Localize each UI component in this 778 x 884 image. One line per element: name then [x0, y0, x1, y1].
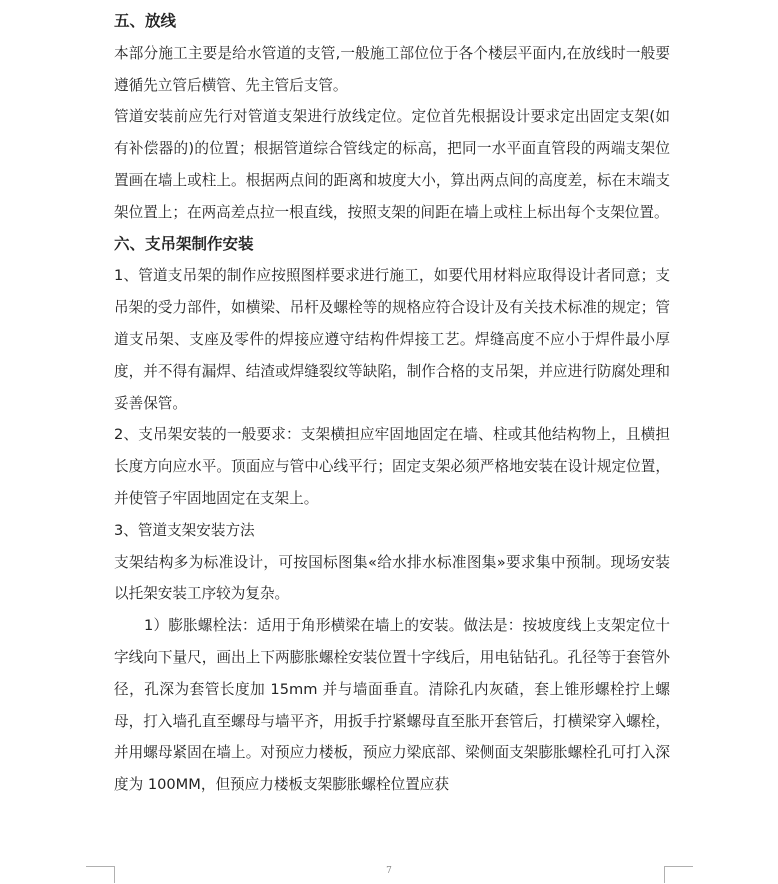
document-body — [114, 6, 670, 801]
paragraph: 1、管道支吊架的制作应按照图样要求进行施工，如要代用材料应取得设计者同意；支吊架的受力部件，如横梁、吊杆及螺栓等的规格应符合设计及有关技术标准的规定；管道支吊架、支座及零件的焊接应遵守结构件焊接工艺。焊缝高度不应小于焊件最小厚度，并不得有漏焊、结渣或焊缝裂纹等缺陷，制作合格的支吊架，并应进行防腐处理和妥善保管。 — [114, 267, 670, 412]
paragraph: 本部分施工主要是给水管道的支管,一般施工部位位于各个楼层平面内,在放线时一般要遵循先立管后横管、先主管后支管。 — [114, 44, 670, 94]
paragraph: 支架结构多为标准设计，可按国标图集«给水排水标准图集»要求集中预制。现场安装以托架安装工序较为复杂。 — [114, 553, 670, 603]
paragraph: 2、支吊架安装的一般要求：支架横担应牢固地固定在墙、柱或其他结构物上，且横担长度方向应水平。顶面应与管中心线平行；固定支架必须严格地安装在设计规定位置，并使管子牢固地固定在支架上。 — [114, 426, 670, 507]
paragraph: 管道安装前应先行对管道支架进行放线定位。定位首先根据设计要求定出固定支架(如有补偿器的)的位置；根据管道综合管线定的标高，把同一水平面直管段的两端支架位置画在墙上或柱上。根据两点间的距离和坡度大小，算出两点间的高度差，标在末端支架位置上；在两高差点拉一根直线，按照支架的间距在墙上或柱上标出每个支架位置。 — [114, 108, 670, 221]
section-heading-5: 五、放线 — [114, 12, 177, 30]
page-number: 7 — [386, 866, 392, 876]
paragraph-indented: 1）膨胀螺栓法：适用于角形横梁在墙上的安装。做法是：按坡度线上支架定位十字线向下量尺，画出上下两膨胀螺栓安装位置十字线后，用电钻钻孔。孔径等于套管外径，孔深为套管长度加 15mm 并与墙面垂直。清除孔内灰碴，套上锥形螺栓拧上螺母，打入墙孔直至螺母与墙平齐，用扳手拧紧螺母直至胀开套管后，打横梁穿入螺栓，并用螺母紧固在墙上。对预应力楼板，预应力梁底部、梁侧面支架膨胀螺栓孔可打入深度为 100MM，但预应力楼板支架膨胀螺栓位置应获 — [114, 617, 670, 794]
section-heading-6: 六、支吊架制作安装 — [114, 234, 254, 253]
paragraph: 3、管道支架安装方法 — [114, 521, 255, 539]
